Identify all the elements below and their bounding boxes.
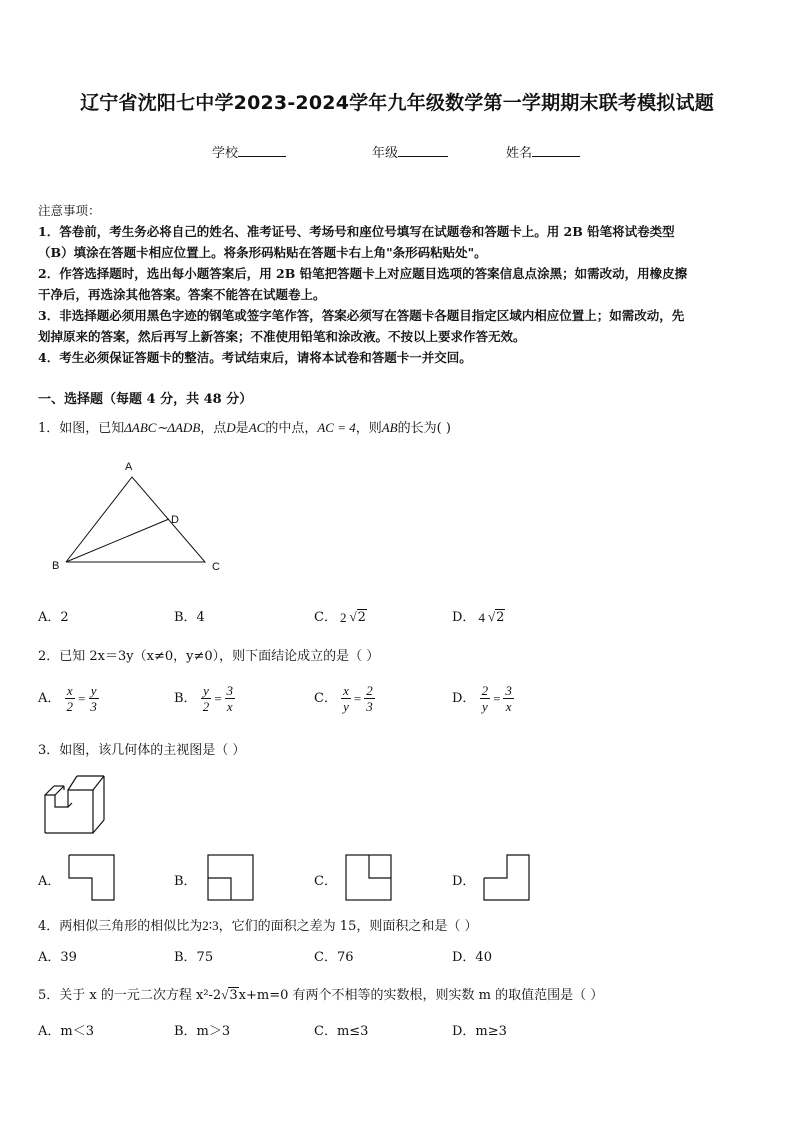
denominator: 3: [90, 699, 97, 714]
section-heading: 一、选择题（每题 4 分，共 48 分）: [38, 392, 253, 407]
notes-block: [38, 200, 687, 368]
note-line: 3．非选择题必须用黑色字迹的钢笔或签字笔作答，答案必须写在答题卡各题目指定区域内相应位置上；如需改动，先: [38, 308, 685, 323]
q5-option-d[interactable]: D．m≥3: [452, 1024, 507, 1039]
question-4: [38, 915, 477, 934]
denominator: 2: [202, 699, 210, 714]
edge: [55, 786, 64, 795]
question-5: [38, 984, 603, 1003]
q4-ratio: 2∶3: [202, 918, 219, 933]
option-coef: 4: [478, 609, 485, 625]
denominator: y: [343, 699, 349, 714]
fraction: [503, 683, 514, 714]
q3-option-d-figure[interactable]: [481, 853, 533, 903]
q3-option-a-label[interactable]: A．: [38, 874, 61, 889]
numerator: y: [203, 683, 209, 698]
numerator: 3: [505, 683, 512, 698]
q1-text: ，则: [355, 421, 382, 436]
q1-text: ，点: [200, 421, 227, 436]
question-1: [38, 417, 451, 436]
equals-sign: =: [78, 690, 86, 706]
q1-option-d[interactable]: [452, 606, 505, 626]
q4-option-c[interactable]: C．76: [314, 950, 354, 965]
vertex-c-label: C: [212, 561, 220, 573]
note-line: 4．考生必须保证答题卡的整洁。考试结束后，请将本试卷和答题卡一并交回。: [38, 350, 472, 365]
q1-math: AC = 4: [317, 420, 356, 435]
vertex-b-label: B: [52, 560, 60, 572]
grade-label: 年级: [372, 146, 399, 161]
question-3: 3．如图，该几何体的主视图是（ ）: [38, 743, 246, 758]
q1-math: D: [226, 420, 236, 435]
option-label: D．: [452, 691, 476, 706]
name-label: 姓名: [506, 146, 533, 161]
fraction: [201, 683, 212, 714]
fraction: [225, 683, 236, 714]
q1-option-c[interactable]: [314, 606, 367, 626]
note-line: 干净后，再选涂其他答案。答案不能答在试题卷上。: [38, 287, 326, 302]
solid-figure: [40, 770, 112, 840]
q2-option-d[interactable]: [452, 683, 514, 714]
numerator: 3: [226, 683, 234, 698]
option-coef: 2: [339, 609, 347, 625]
denominator: 2: [66, 699, 74, 714]
sqrt-icon: √: [349, 609, 357, 624]
numerator: x: [66, 683, 73, 698]
q5-radicand: 3: [229, 988, 238, 1003]
edge: [68, 776, 77, 790]
numerator: 2: [481, 683, 489, 698]
q1-text: 1．如图，已知: [38, 421, 125, 436]
edge: [93, 776, 104, 790]
triangle-figure: [45, 455, 235, 580]
q3-option-d-label[interactable]: D．: [452, 874, 476, 889]
q1-text: 的中点，: [265, 421, 318, 436]
q1-option-a[interactable]: A．2: [38, 610, 69, 625]
q3-option-b-figure[interactable]: [205, 853, 257, 903]
numerator: 2: [366, 683, 373, 698]
q1-math: AC: [248, 420, 266, 435]
option-label: D．: [452, 610, 476, 625]
edge: [45, 786, 54, 795]
fraction: [341, 683, 351, 714]
q5-option-c[interactable]: C．m≤3: [314, 1024, 369, 1039]
name-blank: [532, 144, 580, 157]
q4-text: 4．两相似三角形的相似比为: [38, 919, 203, 934]
option-radicand: 2: [357, 610, 366, 625]
sqrt-icon: √: [487, 609, 496, 624]
option-label: B．: [174, 691, 197, 706]
q1-math: AB: [381, 420, 398, 435]
q1-text: 的长为( ): [397, 421, 451, 436]
segment-bd: [66, 519, 169, 562]
sqrt-icon: √: [221, 987, 229, 1002]
q5-option-a[interactable]: A．m＜3: [38, 1024, 94, 1039]
q1-text: 是: [235, 421, 249, 436]
equals-sign: =: [493, 690, 501, 706]
q5-option-b[interactable]: B．m＞3: [174, 1024, 231, 1039]
q2-option-a[interactable]: [38, 683, 99, 714]
grade-field: [372, 142, 448, 161]
fraction: [65, 683, 76, 714]
q2-option-b[interactable]: [174, 683, 235, 714]
school-field: [212, 142, 286, 161]
option-label: C．: [314, 691, 337, 706]
q2-option-c[interactable]: [314, 683, 375, 714]
q5-text: x+m=0 有两个不相等的实数根，则实数 m 的取值范围是（ ）: [238, 988, 604, 1003]
q3-option-c-figure[interactable]: [343, 853, 395, 903]
fraction: [480, 683, 491, 714]
note-line: 划掉原来的答案，然后再写上新答案；不准使用铅笔和涂改液。不按以上要求作答无效。: [38, 329, 526, 344]
q5-text: 5．关于 x 的一元二次方程 x²-2: [38, 988, 222, 1003]
school-label: 学校: [212, 146, 239, 161]
school-blank: [238, 144, 286, 157]
equals-sign: =: [214, 690, 222, 706]
front-face: [45, 790, 93, 833]
q4-option-d[interactable]: D．40: [452, 950, 492, 965]
q3-option-b-label[interactable]: B．: [174, 874, 197, 889]
edge: [93, 820, 104, 833]
q1-math: ΔABC∼ΔADB: [124, 420, 201, 435]
q3-option-c-label[interactable]: C．: [314, 874, 337, 889]
fraction: [364, 683, 375, 714]
q4-option-a[interactable]: A．39: [38, 950, 77, 965]
q4-text: ，它们的面积之差为 15，则面积之和是（ ）: [218, 919, 478, 934]
fraction: [88, 683, 99, 714]
denominator: x: [226, 699, 233, 714]
note-line: （B）填涂在答题卡相应位置上。将条形码粘贴在答题卡右上角"条形码粘贴处"。: [38, 245, 487, 260]
note-line: 1．答卷前，考生务必将自己的姓名、准考证号、考场号和座位号填写在试题卷和答题卡上。用 2B 铅笔将试卷类型: [38, 224, 675, 239]
q3-option-a-figure[interactable]: [66, 853, 118, 903]
denominator: y: [481, 699, 488, 714]
q4-option-b[interactable]: B．75: [174, 950, 214, 965]
denominator: 3: [366, 699, 373, 714]
q1-option-b[interactable]: B．4: [174, 610, 205, 625]
page-title: 辽宁省沈阳七中学2023-2024学年九年级数学第一学期期末联考模拟试题: [80, 92, 714, 114]
grade-blank: [398, 144, 448, 157]
numerator: x: [343, 683, 349, 698]
numerator: y: [90, 683, 97, 698]
triangle-abc: [66, 477, 205, 562]
denominator: x: [505, 699, 512, 714]
vertex-d-label: D: [171, 514, 179, 526]
option-label: C．: [314, 610, 337, 625]
notes-heading: 注意事项：: [38, 203, 101, 218]
name-field: [506, 142, 580, 161]
option-label: A．: [38, 691, 61, 706]
option-radicand: 2: [496, 610, 505, 625]
question-2: 2．已知 2x＝3y（x≠0，y≠0），则下面结论成立的是（ ）: [38, 649, 380, 664]
note-line: 2．作答选择题时，选出每小题答案后，用 2B 铅笔把答题卡上对应题目选项的答案信息点涂黑；如需改动，用橡皮擦: [38, 266, 688, 281]
vertex-a-label: A: [125, 461, 133, 473]
equals-sign: =: [353, 690, 362, 706]
